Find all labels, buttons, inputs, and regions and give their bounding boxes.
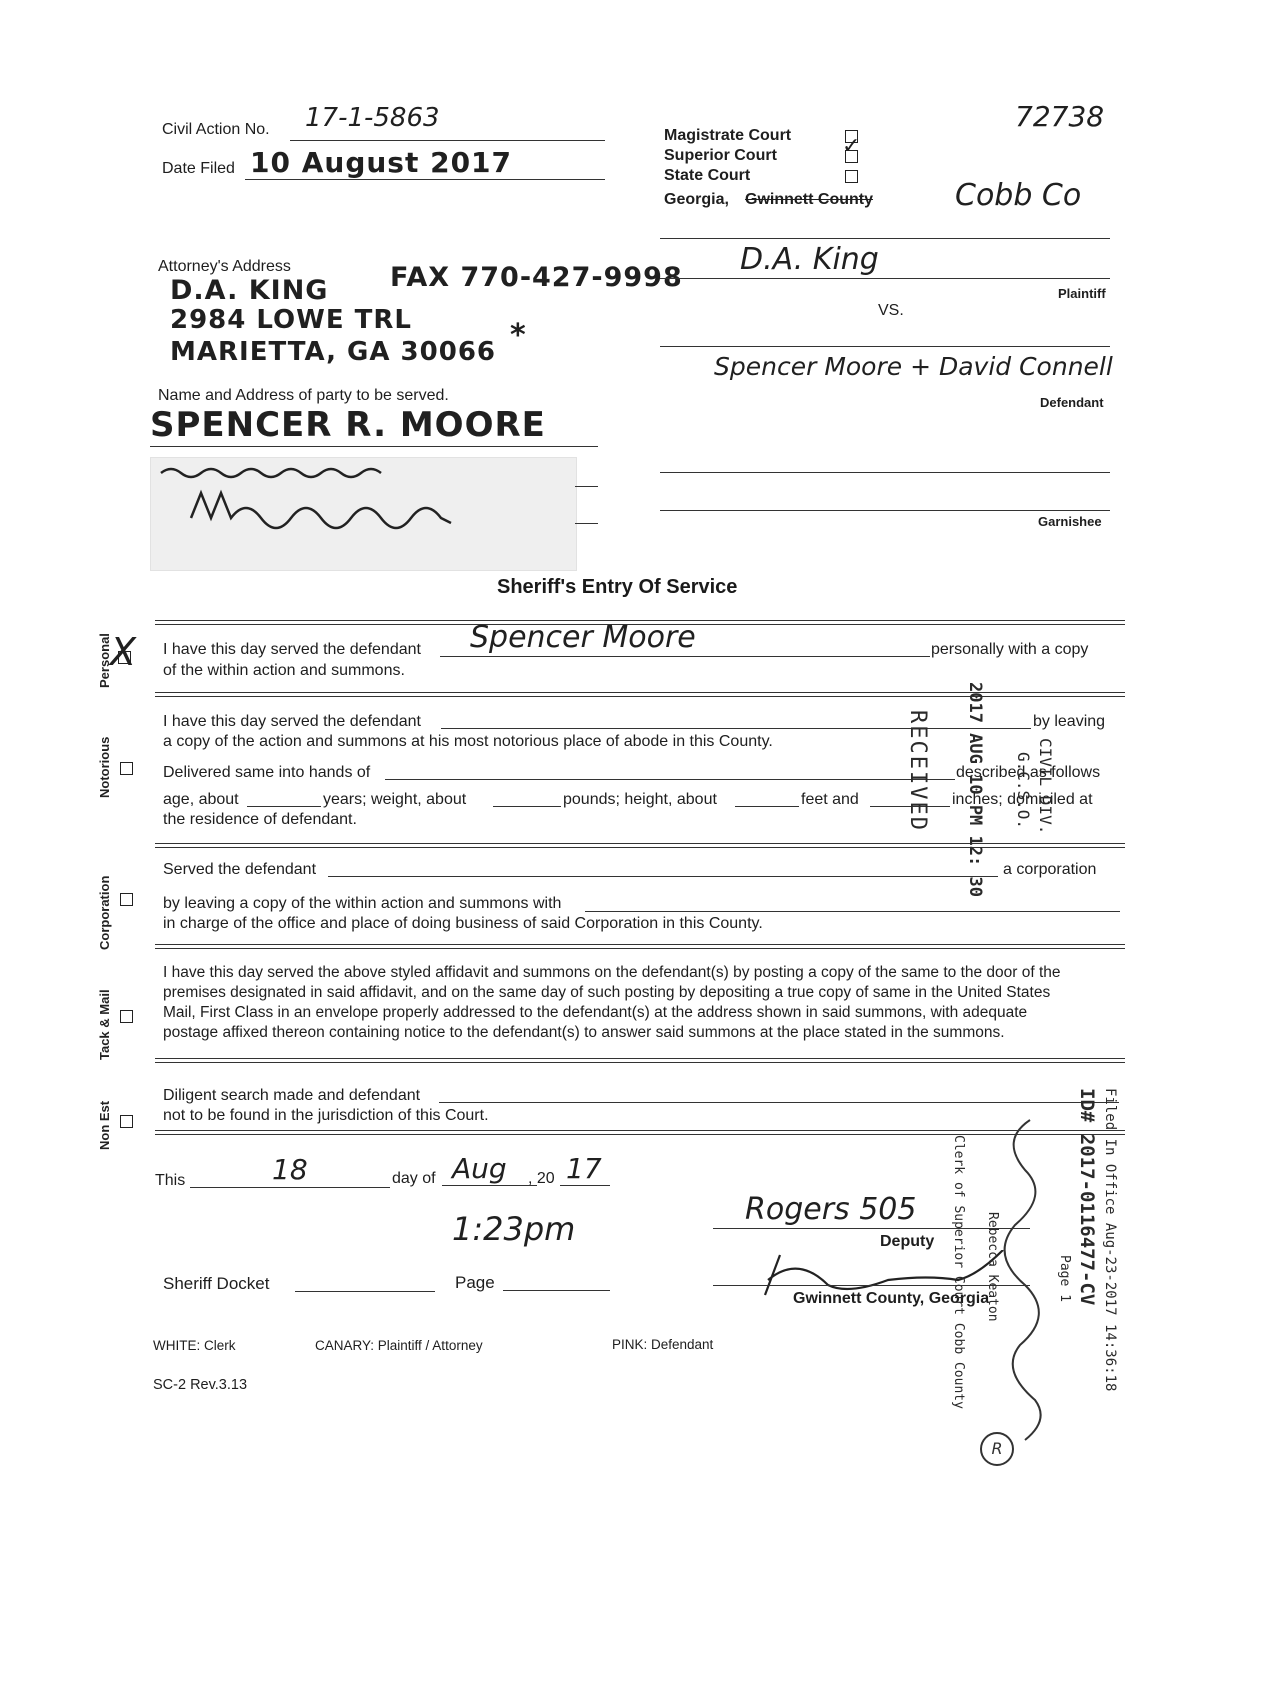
defendant-value: Spencer Moore + David Connell	[714, 352, 1113, 381]
civil-action-label: Civil Action No.	[162, 121, 270, 138]
notorious-l1-line	[441, 728, 1031, 729]
civil-action-number: 17-1-5863	[305, 103, 440, 133]
court-line	[660, 238, 1110, 239]
personal-text3: of the within action and summons.	[163, 662, 405, 679]
docket-line	[295, 1291, 435, 1292]
county-handwritten: Cobb Co	[955, 178, 1082, 213]
georgia-label: Georgia,	[664, 191, 729, 208]
attorney-city: MARIETTA, GA 30066	[170, 337, 497, 367]
attorney-street: 2984 LOWE TRL	[170, 305, 412, 335]
redacted-address	[150, 457, 577, 571]
notorious-side-label: Notorious	[97, 736, 112, 798]
year-line	[560, 1185, 610, 1186]
filed-stamp-circle: R	[980, 1432, 1014, 1466]
civil-action-line	[290, 140, 605, 141]
plaintiff-value: D.A. King	[740, 242, 879, 277]
filed-stamp-page: Page 1	[1057, 1255, 1072, 1302]
tack-mail-side-label: Tack & Mail	[97, 989, 112, 1060]
tack-mail-checkbox	[120, 1010, 133, 1023]
plaintiff-label: Plaintiff	[1058, 286, 1106, 301]
notorious-l3b: described as follows	[956, 764, 1101, 781]
defendant-line	[660, 346, 1110, 347]
day-value: 18	[272, 1153, 308, 1186]
corporation-l2: by leaving a copy of the within action and summons with	[163, 895, 562, 912]
personal-text2: personally with a copy	[931, 641, 1089, 658]
page-line	[503, 1290, 610, 1291]
notorious-inches: inches; domiciled at	[952, 791, 1093, 808]
county-line	[713, 1285, 1030, 1286]
redaction-scribble	[151, 458, 576, 570]
attorney-star: *	[510, 318, 527, 353]
date-filed-line	[245, 179, 605, 180]
received-stamp-office2: G.C.S.O.	[1014, 752, 1033, 830]
attorney-fax: FAX 770-427-9998	[390, 262, 683, 293]
served-party-name: SPENCER R. MOORE	[150, 405, 546, 445]
year-value: 17	[566, 1152, 602, 1185]
footer-pink: PINK: Defendant	[612, 1337, 714, 1352]
this-label: This	[155, 1172, 186, 1189]
state-court-checkbox	[845, 170, 858, 183]
tack-mail-rule	[155, 1058, 1125, 1063]
personal-side-label: Personal	[97, 633, 112, 688]
notorious-years: years; weight, about	[323, 791, 467, 808]
tack-mail-line4: postage affixed thereon containing notice to the defendant(s) to answer said summons at the place stated in the summons.	[163, 1024, 1005, 1041]
non-est-l1: Diligent search made and defendant	[163, 1087, 421, 1104]
notorious-height-line	[735, 806, 799, 807]
tack-mail-line1: I have this day served the above styled affidavit and summons on the defendant(s) by posting a copy of the same to the door of the	[163, 964, 1061, 981]
received-stamp-office1: CIVIL DIV.	[1036, 738, 1055, 835]
served-party-line2	[575, 486, 598, 487]
non-est-line	[439, 1102, 1119, 1103]
sheriff-docket-label: Sheriff Docket	[163, 1274, 270, 1293]
notorious-l3-line	[385, 779, 955, 780]
day-line	[190, 1187, 390, 1188]
served-party-line1	[150, 446, 598, 447]
tack-mail-line2: premises designated in said affidavit, and on the same day of such posting by depositing a true copy of same in the United States	[163, 984, 1051, 1001]
county-struck: Gwinnett County	[745, 191, 873, 208]
garnishee-line2	[660, 510, 1110, 511]
corporation-rule	[155, 944, 1125, 949]
non-est-side-label: Non Est	[97, 1100, 112, 1150]
year-prefix: , 20	[528, 1170, 555, 1187]
non-est-checkbox	[120, 1115, 133, 1128]
notorious-checkbox	[120, 762, 133, 775]
clerk-signature	[990, 1115, 1060, 1455]
filed-stamp-clerk-name: Rebecca Keaton	[985, 1212, 1000, 1322]
notorious-feet: feet and	[801, 791, 859, 808]
corporation-l1a: Served the defendant	[163, 861, 317, 878]
filed-stamp-line1: Filed In Office Aug-23-2017 14:36:18	[1102, 1088, 1118, 1392]
served-party-line3	[575, 523, 598, 524]
footer-white: WHITE: Clerk	[153, 1338, 236, 1353]
vs-label: VS.	[878, 302, 904, 319]
notorious-l1a: I have this day served the defendant	[163, 713, 421, 730]
defendant-label: Defendant	[1040, 395, 1104, 410]
garnishee-label: Garnishee	[1038, 514, 1102, 529]
personal-defendant-line	[440, 656, 930, 657]
plaintiff-line	[660, 278, 1110, 279]
superior-court-label: Superior Court	[664, 147, 777, 164]
day-of-label: day of	[392, 1170, 436, 1187]
superior-court-checkmark: ✓	[842, 134, 861, 159]
notorious-pounds: pounds; height, about	[563, 791, 717, 808]
received-stamp: RECEIVED	[905, 710, 930, 832]
deputy-line	[713, 1228, 1030, 1229]
state-court-label: State Court	[664, 167, 751, 184]
received-stamp-date: 2017 AUG 10 PM 12: 30	[965, 682, 985, 897]
served-party-label: Name and Address of party to be served.	[158, 387, 449, 404]
county-label: Gwinnett County, Georgia	[793, 1290, 990, 1307]
personal-defendant-value: Spencer Moore	[470, 620, 696, 655]
personal-text1: I have this day served the defendant	[163, 641, 421, 658]
deputy-signature: Rogers 505	[745, 1192, 917, 1227]
notorious-l1b: by leaving	[1033, 713, 1106, 730]
attorney-name: D.A. KING	[170, 275, 329, 306]
notorious-l2: a copy of the action and summons at his most notorious place of abode in this County.	[163, 733, 773, 750]
personal-check-mark: X	[110, 630, 137, 674]
notorious-weight-line	[493, 806, 561, 807]
tack-mail-line3: Mail, First Class in an envelope properly addressed to the defendant(s) at the address shown in said summons, with adequate	[163, 1004, 1028, 1021]
notorious-l3a: Delivered same into hands of	[163, 764, 371, 781]
footer-canary: CANARY: Plaintiff / Attorney	[315, 1338, 483, 1353]
corporation-l1-line	[328, 876, 998, 877]
corporation-side-label: Corporation	[97, 875, 112, 950]
date-filed-value: 10 August 2017	[250, 146, 513, 179]
garnishee-line1	[660, 472, 1110, 473]
time-value: 1:23pm	[452, 1210, 576, 1248]
filed-stamp-id: ID# 2017-0116477-CV	[1076, 1088, 1098, 1306]
form-title: Sheriff's Entry Of Service	[497, 576, 738, 598]
attorney-address-label: Attorney's Address	[158, 258, 291, 275]
corporation-l3: in charge of the office and place of doing business of said Corporation in this County.	[163, 915, 763, 932]
magistrate-court-label: Magistrate Court	[664, 127, 792, 144]
document-number: 72738	[1015, 100, 1105, 133]
date-filed-label: Date Filed	[162, 160, 235, 177]
tack-mail-paragraph	[163, 963, 1061, 1043]
month-value: Aug	[452, 1152, 507, 1185]
deputy-label: Deputy	[880, 1233, 935, 1250]
month-line	[442, 1185, 537, 1186]
corporation-l1b: a corporation	[1003, 861, 1097, 878]
non-est-l2: not to be found in the jurisdiction of this Court.	[163, 1107, 489, 1124]
notorious-l5: the residence of defendant.	[163, 811, 357, 828]
corporation-l2-line	[585, 911, 1120, 912]
corporation-checkbox	[120, 893, 133, 906]
page-label: Page	[455, 1273, 495, 1292]
notorious-age-line	[247, 806, 321, 807]
notorious-age: age, about	[163, 791, 239, 808]
non-est-rule	[155, 1130, 1125, 1135]
filed-stamp-clerk-title: Clerk of Superior Court Cobb County	[951, 1135, 966, 1409]
footer-form-number: SC-2 Rev.3.13	[153, 1377, 248, 1393]
